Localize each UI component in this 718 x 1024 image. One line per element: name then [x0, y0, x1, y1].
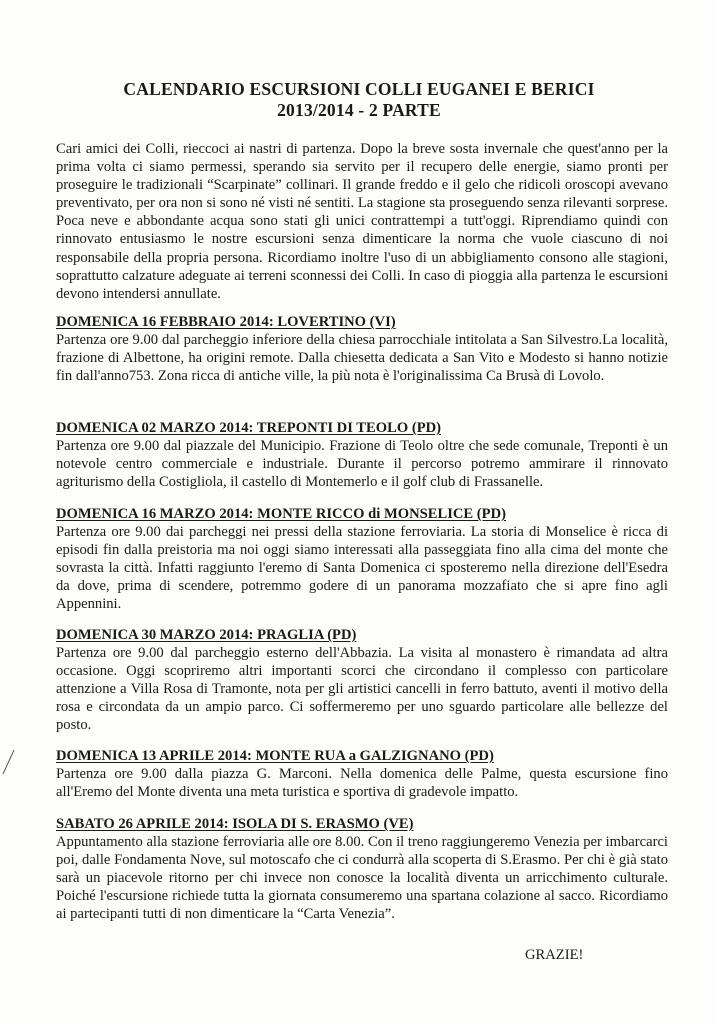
excursion-body-6: Appuntamento alla stazione ferroviaria alle ore 8.00. Con il treno raggiungeremo Venezia per imbarcarci poi, dalle Fondamenta Nove, sul motoscafo che ci condurrà alla scoperta di S.Erasmo. Per chi è già stato sarà un piacevole ritorno per chi invece non conosce la località diventa un arricchimento culturale. Poiché l'escursione richiede tutta la giornata consumeremo una spartana colazione al sacco. Ricordiamo ai partecipanti tutti di non dimenticare la “Carta Venezia”. — [56, 834, 668, 923]
excursion-heading-1: DOMENICA 16 FEBBRAIO 2014: LOVERTINO (VI) — [56, 314, 396, 330]
excursion-body-3: Partenza ore 9.00 dai parcheggi nei pressi della stazione ferroviaria. La storia di Monselice è ricca di episodi fin dalla preistoria ma noi oggi siamo interessati alla passeggiata fino alla cima del monte che sovrasta la città. Infatti raggiunto l'eremo di Santa Domenica ci sposteremo nella direzione dell'Esedra da dove, prima di scendere, potremmo godere di un panorama mozzafiato che si apre fino agli Appennini. — [56, 524, 668, 613]
document-subtitle: 2013/2014 - 2 PARTE — [277, 100, 441, 120]
document-title: CALENDARIO ESCURSIONI COLLI EUGANEI E BERICI — [123, 79, 595, 99]
excursion-heading-4: DOMENICA 30 MARZO 2014: PRAGLIA (PD) — [56, 627, 357, 643]
excursion-body-5: Partenza ore 9.00 dalla piazza G. Marconi. Nella domenica delle Palme, questa escursione fino all'Eremo del Monte diventa una meta turistica e sportiva di gradevole impatto. — [56, 766, 668, 801]
scan-mark — [0, 748, 16, 778]
closing-text: GRAZIE! — [525, 947, 584, 963]
intro-paragraph: Cari amici dei Colli, rieccoci ai nastri di partenza. Dopo la breve sosta invernale che quest'anno per la prima volta ci siamo permessi, sperando sia servito per il recupero delle energie, siamo pronti per proseguire le tradizionali “Scarpinate” collinari. Il grande freddo e il gelo che ridicoli oroscopi avevano preventivato, per ora non si sono né visti né sentiti. La stagione sta proseguendo senza rilevanti sorprese. Poca neve e abbondante acqua sono stati gli unici contrattempi a tutt'oggi. Riprendiamo quindi con rinnovato entusiasmo le nostre escursioni senza dimenticare la norma che vuole ciascuno di noi responsabile della propria persona. Ricordiamo inoltre l'uso di un abbigliamento consono alle stagioni, soprattutto calzature adeguate ai terreni sconnessi dei Colli. In caso di pioggia alla partenza le escursioni devono intendersi annullate. — [56, 141, 668, 302]
excursion-heading-2: DOMENICA 02 MARZO 2014: TREPONTI DI TEOLO (PD) — [56, 420, 442, 436]
excursion-body-2: Partenza ore 9.00 dal piazzale del Municipio. Frazione di Teolo oltre che sede comunale, Treponti è un notevole centro commerciale e industriale. Durante il percorso potremo ammirare il rinnovato agriturismo della Costigliola, il castello di Montemerlo e il golf club di Frassanelle. — [56, 438, 668, 491]
excursion-heading-6: SABATO 26 APRILE 2014: ISOLA DI S. ERASMO (VE) — [56, 816, 414, 832]
excursion-body-1: Partenza ore 9.00 dal parcheggio inferiore della chiesa parrocchiale intitolata a San Silvestro.La località, frazione di Albettone, ha origini remote. Dalla chiesetta dedicata a San Vito e Modesto si hanno notizie fin dall'anno753. Zona ricca di antiche ville, la più nota è l'originalissima Ca Brusà di Lovolo. — [56, 332, 668, 385]
excursion-heading-5: DOMENICA 13 APRILE 2014: MONTE RUA a GALZIGNANO (PD) — [56, 748, 494, 764]
excursion-body-4: Partenza ore 9.00 dal parcheggio esterno dell'Abbazia. La visita al monastero è rimandata ad altra occasione. Oggi scopriremo altri importanti scorci che circondano il complesso con particolare attenzione a Villa Rosa di Tramonte, nota per gli artistici cancelli in ferro battuto, aventi il motivo della rosa e circondata da un ampio parco. Ci soffermeremo per uno sguardo particolare alle bellezze del posto. — [56, 645, 668, 734]
excursion-heading-3: DOMENICA 16 MARZO 2014: MONTE RICCO di MONSELICE (PD) — [56, 506, 506, 522]
